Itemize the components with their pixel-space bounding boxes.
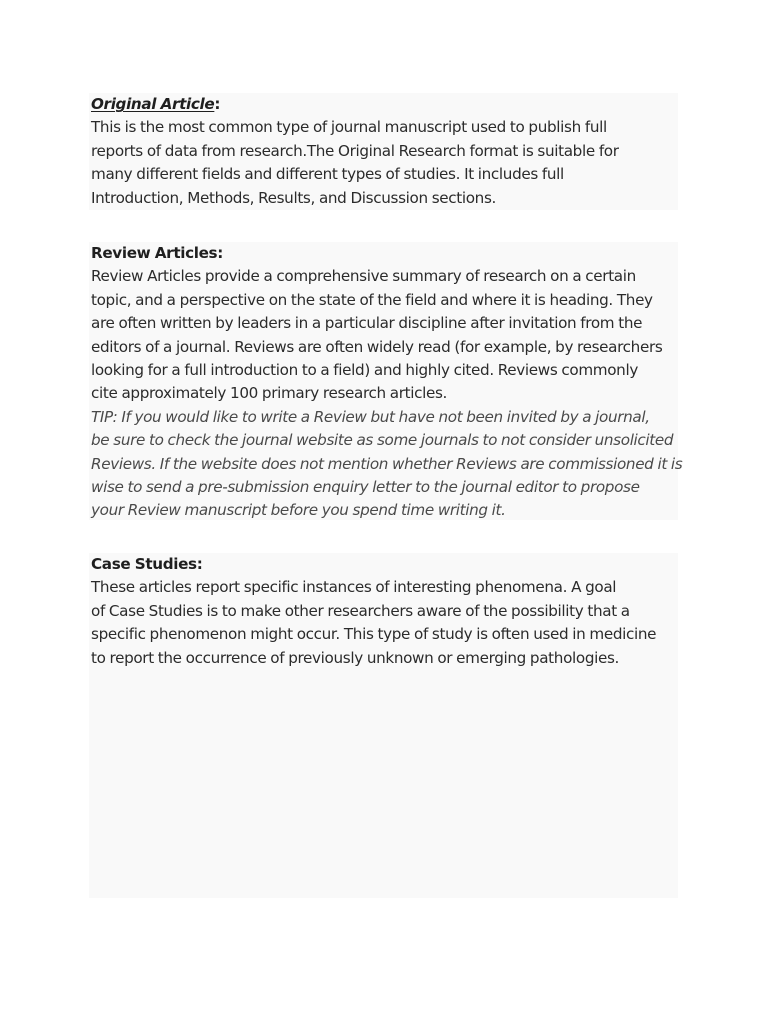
body-line: looking for a full introduction to a field) and highly cited. Reviews commonly [91,361,638,380]
case-studies-heading: Case Studies: [91,555,203,573]
body-line: These articles report specific instances of interesting phenomena. A goal [91,578,617,597]
body-line: This is the most common type of journal manuscript used to publish full [91,118,607,137]
body-line: Review Articles provide a comprehensive summary of research on a certain [91,267,636,286]
body-line: cite approximately 100 primary research articles. [91,384,448,403]
case-studies-section [89,553,678,898]
tip-line: your Review manuscript before you spend time writing it. [91,501,506,520]
body-line: of Case Studies is to make other researchers aware of the possibility that a [91,601,630,620]
tip-line: be sure to check the journal website as some journals to not consider unsolicited [91,431,674,450]
original-article-section [89,93,678,210]
body-line: many different fields and different types of studies. It includes full [91,165,564,184]
body-line: are often written by leaders in a particular discipline after invitation from the [91,314,643,333]
body-line: specific phenomenon might occur. This type of study is often used in medicine [91,625,657,644]
body-line: topic, and a perspective on the state of the field and where it is heading. They [91,290,653,309]
body-line: Introduction, Methods, Results, and Discussion sections. [91,188,496,207]
body-line: to report the occurrence of previously unknown or emerging pathologies. [91,648,620,667]
tip-line: TIP: If you would like to write a Review but have not been invited by a journal, [91,407,650,426]
original-article-heading: Original Article: [91,95,221,113]
tip-line: Reviews. If the website does not mention whether Reviews are commissioned it is [91,454,683,473]
body-line: reports of data from research.The Original Research format is suitable for [91,141,619,160]
tip-line: wise to send a pre-submission enquiry letter to the journal editor to propose [91,478,640,497]
review-articles-section [89,242,683,520]
body-line: editors of a journal. Reviews are often widely read (for example, by researchers [91,337,663,356]
review-articles-heading: Review Articles: [91,244,223,262]
